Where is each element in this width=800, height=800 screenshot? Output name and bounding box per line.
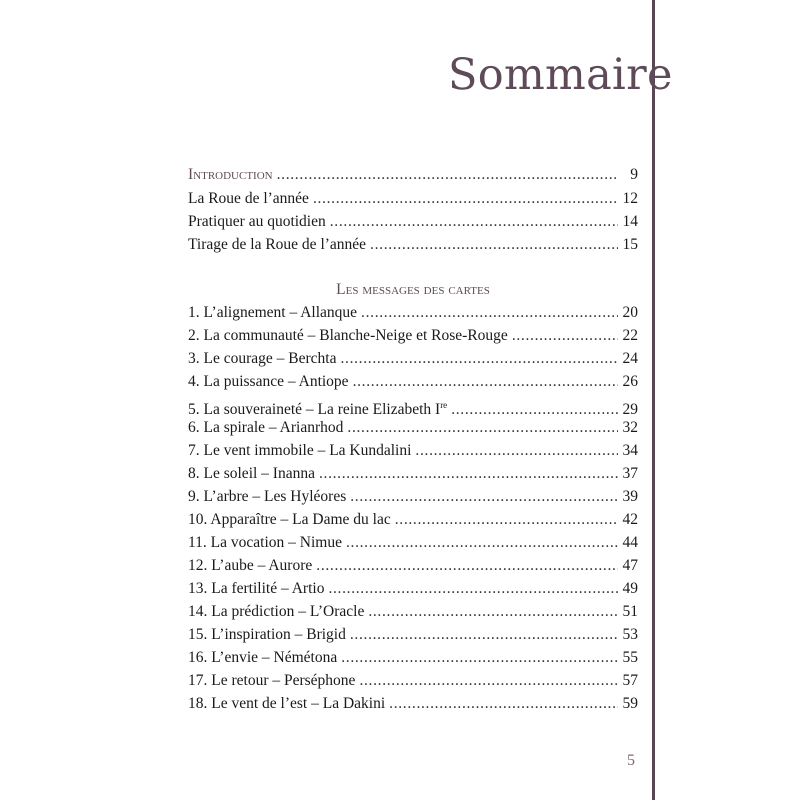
- toc-entry-page: 59: [622, 695, 638, 712]
- toc-entry-label: 10. Apparaître – La Dame du lac: [188, 511, 391, 528]
- toc-entry[interactable]: [188, 486, 638, 508]
- toc-entry-label: 1. L’alignement – Allanque: [188, 304, 358, 321]
- toc-entry-label: 13. La fertilité – Artio: [188, 580, 325, 597]
- toc-entry-page: 15: [622, 236, 638, 253]
- leader-dots: [350, 486, 618, 508]
- toc-entry-label: 7. Le vent immobile – La Kundalini: [188, 442, 412, 459]
- toc-entry-page: 53: [622, 626, 638, 643]
- leader-dots: [341, 647, 618, 669]
- toc-entry[interactable]: [188, 601, 638, 623]
- toc-entry-label: La Roue de l’année: [188, 190, 309, 207]
- page-number: 5: [627, 752, 635, 769]
- toc-entry[interactable]: [188, 555, 638, 577]
- toc-entry[interactable]: [188, 348, 638, 370]
- leader-dots: [395, 509, 618, 531]
- page-title: Sommaire: [448, 50, 673, 100]
- toc-entry-page: 12: [622, 190, 638, 207]
- leader-dots: [512, 325, 618, 347]
- page-edge-line: [652, 0, 655, 800]
- leader-dots: [368, 601, 618, 623]
- toc-entry-label: Introduction: [188, 166, 273, 183]
- toc-entry-label: 9. L’arbre – Les Hyléores: [188, 488, 347, 505]
- toc-entry-page: 42: [622, 511, 638, 528]
- toc-entry[interactable]: [188, 188, 638, 210]
- toc-entry-label: 14. La prédiction – L’Oracle: [188, 603, 365, 620]
- leader-dots: [350, 624, 618, 646]
- leader-dots: [361, 302, 618, 324]
- toc-entry-page: 26: [622, 373, 638, 390]
- toc-entry-label: 18. Le vent de l’est – La Dakini: [188, 695, 386, 712]
- toc-entry-page: 9: [630, 166, 638, 183]
- toc-entry-page: 47: [622, 557, 638, 574]
- toc-entry[interactable]: [188, 417, 638, 439]
- leader-dots: [277, 164, 618, 186]
- toc-entry-label: 11. La vocation – Nimue: [188, 534, 342, 551]
- toc-entry[interactable]: [188, 647, 638, 669]
- leader-dots: [330, 211, 618, 233]
- leader-dots: [313, 188, 618, 210]
- leader-dots: [347, 417, 618, 439]
- toc-entry[interactable]: [188, 394, 638, 419]
- toc-entry-page: 49: [622, 580, 638, 597]
- toc-entry[interactable]: [188, 211, 638, 233]
- leader-dots: [328, 578, 618, 600]
- leader-dots: [415, 440, 618, 462]
- toc-entry-page: 57: [622, 672, 638, 689]
- toc-entry-label: 12. L’aube – Aurore: [188, 557, 313, 574]
- leader-dots: [359, 670, 618, 692]
- toc-entry[interactable]: [188, 693, 638, 715]
- section-heading: Les messages des cartes: [336, 281, 490, 298]
- toc-entry[interactable]: [188, 371, 638, 393]
- toc-entry-page: 39: [622, 488, 638, 505]
- toc-entry-label: 16. L’envie – Némétona: [188, 649, 338, 666]
- toc-entry-label: 2. La communauté – Blanche-Neige et Rose-Rouge: [188, 327, 508, 344]
- toc-entry-introduction[interactable]: [188, 164, 638, 186]
- toc-entry-label: 3. Le courage – Berchta: [188, 350, 337, 367]
- toc-entry-superscript: re: [440, 400, 448, 410]
- toc-entry-label: 4. La puissance – Antiope: [188, 373, 349, 390]
- leader-dots: [370, 234, 618, 256]
- leader-dots: [340, 348, 618, 370]
- toc-entry-page: 29: [622, 401, 638, 419]
- toc-entry[interactable]: [188, 325, 638, 347]
- toc-entry[interactable]: [188, 670, 638, 692]
- toc-entry-label: Pratiquer au quotidien: [188, 213, 326, 230]
- toc-entry-page: 22: [622, 327, 638, 344]
- toc-entry[interactable]: [188, 578, 638, 600]
- toc-entry[interactable]: [188, 509, 638, 531]
- toc-entry[interactable]: [188, 532, 638, 554]
- leader-dots: [346, 532, 618, 554]
- toc-entry-label: 8. Le soleil – Inanna: [188, 465, 315, 482]
- toc-entry[interactable]: [188, 234, 638, 256]
- leader-dots: [316, 555, 618, 577]
- toc-entry-page: 44: [622, 534, 638, 551]
- toc-entry-page: 32: [622, 419, 638, 436]
- toc-entry-page: 34: [622, 442, 638, 459]
- toc-entry-label: 17. Le retour – Perséphone: [188, 672, 356, 689]
- leader-dots: [353, 371, 618, 393]
- leader-dots: [319, 463, 618, 485]
- toc-entry[interactable]: [188, 302, 638, 324]
- toc-entry[interactable]: [188, 624, 638, 646]
- toc-entry-label: 15. L’inspiration – Brigid: [188, 626, 346, 643]
- toc-entry-page: 20: [622, 304, 638, 321]
- toc-entry[interactable]: [188, 440, 638, 462]
- toc-entry-page: 24: [622, 350, 638, 367]
- toc-entry-label: 6. La spirale – Arianrhod: [188, 419, 344, 436]
- toc-entry-page: 14: [622, 213, 638, 230]
- toc-entry-label: Tirage de la Roue de l’année: [188, 236, 367, 253]
- toc-entry-page: 37: [622, 465, 638, 482]
- leader-dots: [389, 693, 618, 715]
- toc-entry-page: 51: [622, 603, 638, 620]
- toc-entry-label-text: 5. La souveraineté – La reine Elizabeth I: [188, 401, 441, 419]
- toc-entry[interactable]: [188, 463, 638, 485]
- toc-entry-page: 55: [622, 649, 638, 666]
